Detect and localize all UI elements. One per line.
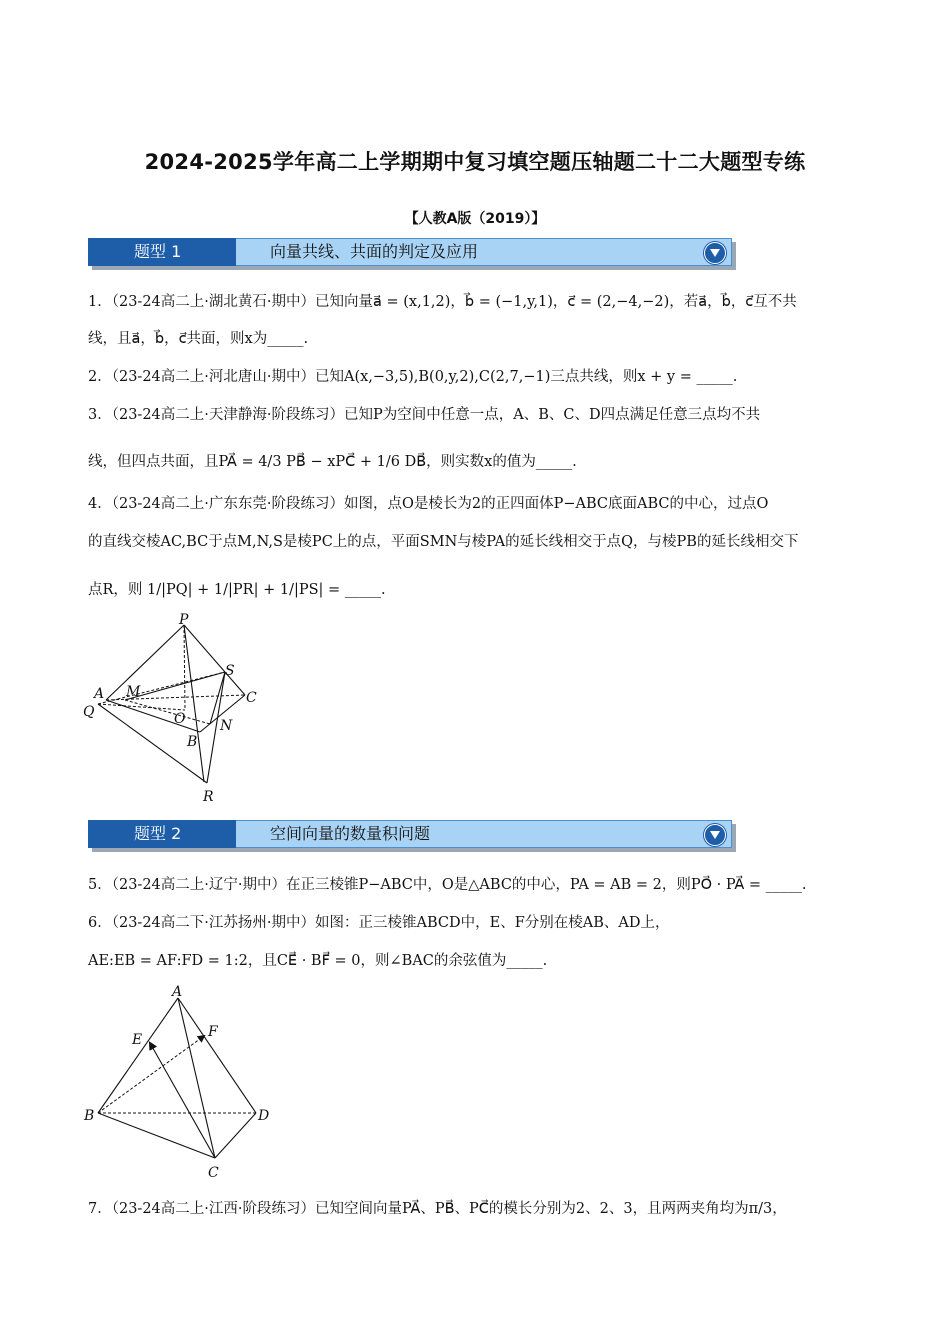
section-banner-2 — [88, 819, 736, 853]
label-C: C — [246, 690, 257, 706]
question-1-line-2: 线，且a⃗，b⃗，c⃗共面，则x为_____. — [88, 331, 309, 347]
label-Q: Q — [83, 704, 95, 720]
question-6-line-2: AE:EB = AF:FD = 1:2，且CE⃗ · BF⃗ = 0，则∠BAC的余弦值为_____. — [88, 953, 548, 969]
label-D: D — [258, 1108, 270, 1124]
label-P: P — [179, 612, 189, 628]
label-N: N — [220, 718, 233, 734]
question-3-line-1: 3．（23-24高二上·天津静海·阶段练习）已知P为空间中任意一点，A、B、C、D四点满足任意三点均不共 — [88, 407, 761, 423]
label-O: O — [174, 711, 186, 727]
question-7: 7．（23-24高二上·江西·阶段练习）已知空间向量PA⃗、PB⃗、PC⃗的模长分别为2、2、3，且两两夹角均为π/3， — [88, 1201, 787, 1217]
question-3-line-2: 线，但四点共面，且PA⃗ = 4/3 PB⃗ − xPC⃗ + 1/6 DB⃗，则实数x的值为_____. — [88, 454, 577, 470]
chevron-down-icon[interactable] — [704, 824, 726, 846]
question-6-line-1: 6．（23-24高二下·江苏扬州·期中）如图：正三棱锥ABCD中，E、F分别在棱AB、AD上， — [88, 915, 670, 931]
chevron-down-icon[interactable] — [704, 242, 726, 264]
label-A: A — [94, 686, 105, 702]
question-4-line-3: 点R，则 1/|PQ| + 1/|PR| + 1/|PS| = _____. — [88, 582, 386, 598]
label-F: F — [208, 1024, 218, 1040]
section-tag: 题型 2 — [88, 820, 236, 848]
tetrahedron-figure-2 — [80, 978, 280, 1184]
section-name: 向量共线、共面的判定及应用 — [270, 242, 479, 261]
question-1-line-1: 1．（23-24高二上·湖北黄石·期中）已知向量a⃗ = (x,1,2)，b⃗ = (−1,y,1)，c⃗ = (2,−4,−2)，若a⃗，b⃗，c⃗互不共 — [88, 294, 797, 310]
label-B: B — [84, 1108, 95, 1124]
question-5: 5．（23-24高二上·辽宁·期中）在正三棱锥P−ABC中，O是△ABC的中心，PA = AB = 2，则PO⃗ · PA⃗ = _____. — [88, 877, 807, 893]
question-2: 2．（23-24高二上·河北唐山·期中）已知A(x,−3,5),B(0,y,2),C(2,7,−1)三点共线，则x + y = _____. — [88, 369, 738, 385]
label-S: S — [225, 663, 235, 679]
label-R: R — [203, 789, 214, 805]
label-A: A — [172, 984, 183, 1000]
question-4-line-2: 的直线交棱AC,BC于点M,N,S是棱PC上的点，平面SMN与棱PA的延长线相交于点Q，与棱PB的延长线相交下 — [88, 534, 799, 550]
section-banner-1 — [88, 237, 736, 271]
label-M: M — [126, 684, 141, 700]
label-C: C — [208, 1165, 219, 1181]
label-B: B — [187, 734, 198, 750]
section-tag: 题型 1 — [88, 238, 236, 266]
section-name: 空间向量的数量积问题 — [270, 824, 431, 843]
page-title: 2024-2025学年高二上学期期中复习填空题压轴题二十二大题型专练 — [144, 150, 806, 174]
edition-label: 【人教A版（2019）】 — [404, 211, 546, 227]
question-4-line-1: 4．（23-24高二上·广东东莞·阶段练习）如图，点O是棱长为2的正四面体P−ABC底面ABC的中心，过点O — [88, 496, 769, 512]
tetrahedron-figure-1 — [80, 612, 270, 808]
label-E: E — [132, 1032, 143, 1048]
